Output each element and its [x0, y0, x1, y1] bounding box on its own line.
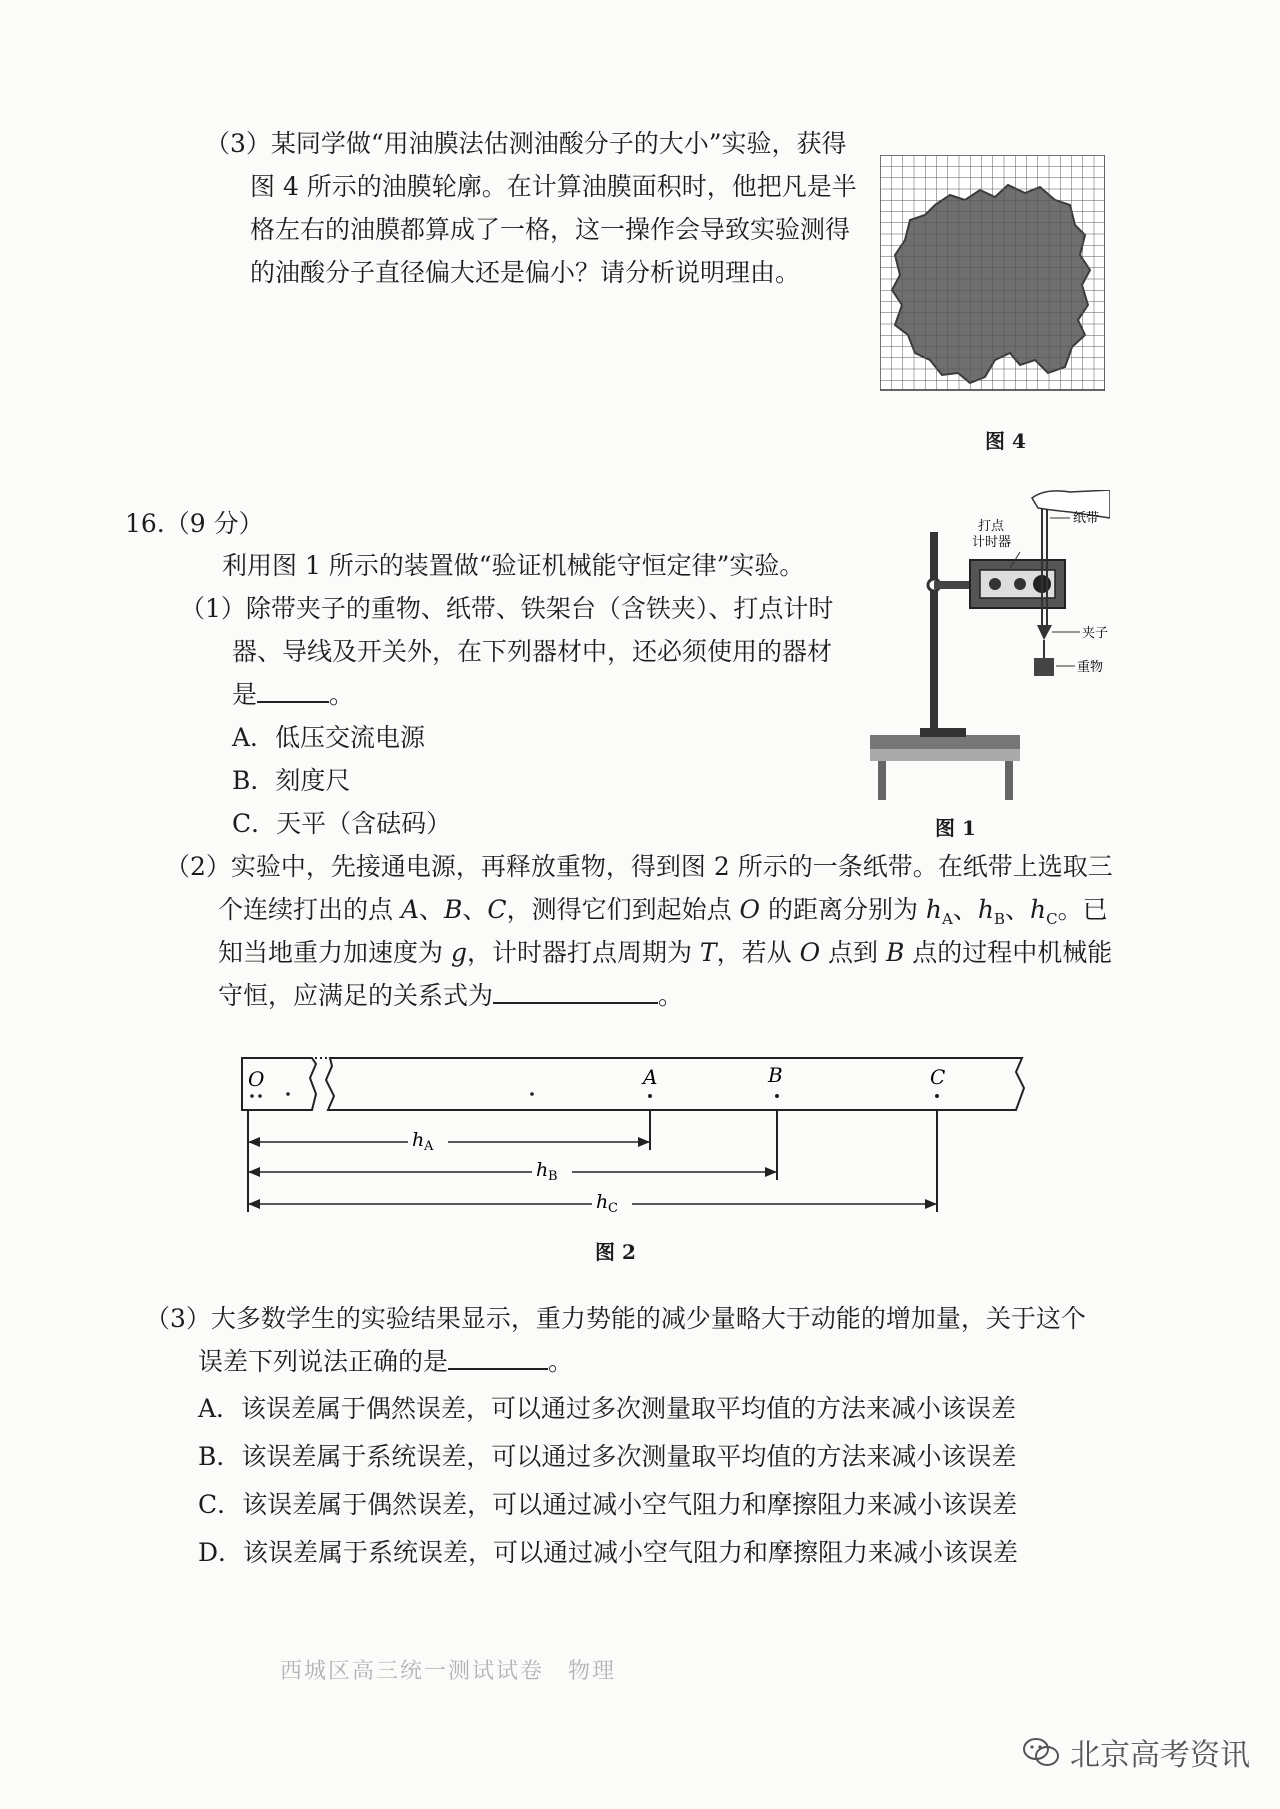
point-a-label: A	[643, 1065, 658, 1089]
timer-label-2: 计时器	[972, 535, 1012, 550]
figure4-caption: 图 4	[985, 429, 1026, 453]
q16-p2-line-3: 知当地重力加速度为 g，计时器打点周期为 T，若从 O 点到 B 点的过程中机械能	[218, 938, 1113, 967]
hb-label: h	[536, 1159, 549, 1181]
stand-rod	[930, 532, 938, 730]
clip-label: 夹子	[1082, 626, 1109, 641]
q16-p1-option-b: B．刻度尺	[232, 766, 351, 795]
wechat-icon	[1022, 1736, 1060, 1768]
hb-sub: B	[548, 1169, 558, 1184]
apparatus-figure	[870, 490, 1110, 800]
q16-p1-suffix: 。	[329, 680, 355, 709]
q16-p1-option-a: A．低压交流电源	[232, 723, 426, 752]
q16-p3-option-c: C．该误差属于偶然误差，可以通过减小空气阻力和摩擦阻力来减小该误差	[198, 1490, 1018, 1519]
q15-line-2: 图 4 所示的油膜轮廓。在计算油膜面积时，他把凡是半	[250, 172, 857, 201]
q16-p1-answer-blank[interactable]	[257, 679, 329, 703]
ha-label: h	[412, 1129, 425, 1151]
q16-p3-answer-blank[interactable]	[448, 1346, 548, 1370]
paper-tape-figure	[230, 1050, 1030, 1230]
weight	[1034, 658, 1054, 676]
oil-film-figure	[880, 155, 1105, 405]
timer-label-1: 打点	[978, 519, 1005, 534]
q15-line-4: 的油酸分子直径偏大还是偏小？请分析说明理由。	[250, 258, 801, 287]
q16-p2-answer-blank[interactable]	[493, 980, 658, 1004]
q16-p1-line-2: 器、导线及开关外，在下列器材中，还必须使用的器材	[232, 637, 833, 666]
q16-p1-line-1: （1）除带夹子的重物、纸带、铁架台（含铁夹）、打点计时	[180, 594, 834, 623]
weight-label: 重物	[1077, 660, 1104, 675]
hc-label: h	[596, 1191, 609, 1213]
q15-line-1: （3）某同学做“用油膜法估测油酸分子的大小”实验，获得	[205, 129, 847, 158]
point-b-label: B	[768, 1063, 783, 1087]
watermark	[1022, 1730, 1250, 1774]
point-c-label: C	[930, 1065, 946, 1089]
clip	[1037, 625, 1052, 640]
point-b-dot	[775, 1094, 779, 1098]
q16-p1-prefix: 是	[232, 680, 258, 709]
q16-p3-line-1: （3）大多数学生的实验结果显示，重力势能的减少量略大于动能的增加量，关于这个	[145, 1304, 1086, 1333]
point-c-dot	[935, 1094, 939, 1098]
tape-label: 纸带	[1073, 511, 1100, 526]
ha-sub: A	[424, 1139, 434, 1154]
q15-line-3: 格左右的油膜都算成了一格，这一操作会导致实验测得	[250, 215, 851, 244]
q16-p1-option-c: C．天平（含砝码）	[232, 809, 452, 838]
stand-base	[920, 728, 966, 737]
q16-p3-option-b: B．该误差属于系统误差，可以通过多次测量取平均值的方法来减小该误差	[198, 1442, 1017, 1471]
q16-p3-line-2: 误差下列说法正确的是 。	[198, 1347, 574, 1376]
q16-p3-option-a: A．该误差属于偶然误差，可以通过多次测量取平均值的方法来减小该误差	[198, 1394, 1017, 1423]
q16-p3-option-d: D．该误差属于系统误差，可以通过减小空气阻力和摩擦阻力来减小该误差	[198, 1538, 1019, 1567]
figure1-caption: 图 1	[935, 816, 976, 840]
watermark-text: 北京高考资讯	[1070, 1738, 1250, 1773]
q16-p2-line-2: 个连续打出的点 A、B、C，测得它们到起始点 O 的距离分别为 $h_A$、$h_B$、$h_C$。已	[218, 895, 1108, 928]
q16-p2-line-4: 守恒，应满足的关系式为 。	[218, 981, 684, 1010]
tape-segment-2	[326, 1058, 1024, 1110]
point-a-dot	[648, 1094, 652, 1098]
figure2-caption: 图 2	[595, 1240, 636, 1264]
page-footer: 西城区高三统一测试试卷 物理	[280, 1659, 617, 1684]
table-top	[870, 735, 1020, 749]
point-o-label: O	[248, 1067, 265, 1091]
q16-p2-line-1: （2）实验中，先接通电源，再释放重物，得到图 2 所示的一条纸带。在纸带上选取三	[165, 852, 1113, 881]
q16-intro: 利用图 1 所示的装置做“验证机械能守恒定律”实验。	[222, 551, 805, 580]
tape-dot	[530, 1092, 534, 1096]
hc-sub: C	[608, 1201, 618, 1216]
q16-p1-line-3	[232, 679, 354, 711]
q16-heading: 16.（9 分）	[125, 509, 264, 538]
